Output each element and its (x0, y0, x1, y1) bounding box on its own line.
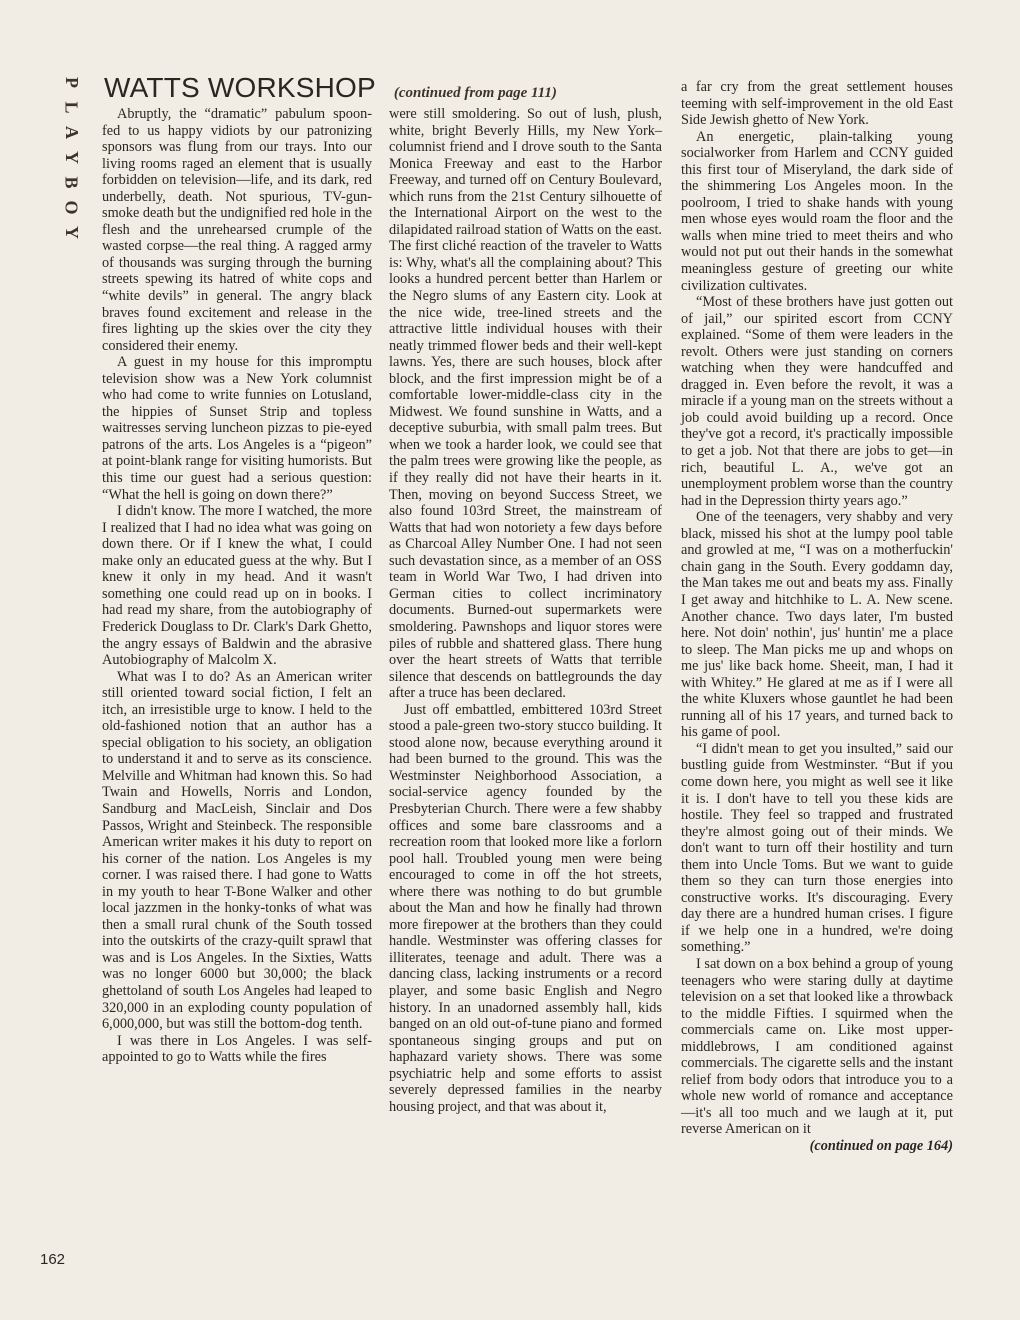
masthead-letter: L (61, 101, 82, 114)
masthead-letter: Y (61, 151, 82, 164)
paragraph: “I didn't mean to get you insulted,” said our bustling guide from Westminster. “But if you come down here, you might as well see it like it is. I don't have to tell you these kids are hostile. They feel so trapped and frustrated they're almost going out of their minds. We don't want to turn off their hostility and turn them into Uncle Toms. But we want to guide them so they can turn those energies into constructive works. It's discouraging. Every day there are a hundred human crises. I figure if we help one in a hundred, we're doing something.” (681, 740, 953, 956)
paragraph: One of the teenagers, very shabby and very black, missed his shot at the lumpy pool table and growled at me, “I was on a motherfuckin' chain gang in the South. Every goddamn day, the Man takes me out and beats my ass. Finally I get away and hitchhike to L. A. New scene. Another chance. Two days later, I'm busted here. Not doin' nothin', jus' huntin' me a place to sleep. The Man picks me up and whops on me jus' like back home. Sheeit, man, I had it with Whitey.” He glared at me as if I were all the white Kluxers whose gauntlet he had been running all of his 17 years, and turned back to his game of pool. (681, 509, 953, 741)
paragraph: An energetic, plain-talking young socialworker from Harlem and CCNY guided this first tour of Miseryland, the dark side of the shimmering Los Angeles moon. In the poolroom, I tried to shake hands with young men whose eyes would roam the floor and the walls when mine tried to meet theirs and who would not put out their hands in the somewhat meaningless gesture of greeting our white civilization cultivates. (681, 128, 953, 294)
masthead-letter: B (61, 176, 82, 189)
paragraph: “Most of these brothers have just gotten out of jail,” our spirited escort from CCNY explained. “Some of them were leaders in the revolt. Others were just standing on corners watching when they were handcuffed and dragged in. Even before the revolt, it was a miracle if a young man on the streets without a job could avoid building up a record. Once they've got a record, it's practically impossible to get a job. Not that there are jobs to get—in rich, beautiful L. A., we've got an unemployment problem worse than the country had in the Depression thirty years ago.” (681, 294, 953, 509)
paragraph: Abruptly, the “dramatic” pabulum spoon-fed to us happy vidiots by our patronizing sponsors was flung from our trays. Into our living rooms raged an element that is usually forbidden on television—life, and its dark, red underbelly, death. Not spurious, TV-gun-smoke death but the undignified red hole in the flesh and the unrehearsed crumple of the wasted corpse—the real thing. A ragged army of thousands was surging through the burning streets spewing its hatred of white cops and “white devils” in general. The angry black braves found excitement and release in the fires lighting up the skies over the city they considered their enemy. (102, 106, 372, 354)
continued-from-note: (continued from page 111) (393, 85, 557, 101)
paragraph: I didn't know. The more I watched, the more I realized that I had no idea what was going on down there. Or if I knew the what, I could make only an educated guess at the why. But I knew it only in my head. And it wasn't something one could read up on in books. I had read my share, from the autobiography of Frederick Douglass to Dr. Clark's Dark Ghetto, the angry essays of Baldwin and the abrasive Autobiography of Malcolm X. (102, 503, 372, 669)
paragraph: were still smoldering. So out of lush, plush, white, bright Beverly Hills, my New York–columnist friend and I drove south to the Santa Monica Freeway and east to the Harbor Freeway, and turned off on Century Boulevard, which runs from the 21st Century silhouette of the International Airport on the west to the dilapidated railroad station of Watts on the east. The first cliché reaction of the traveler to Watts is: Why, what's all the complaining about? This looks a hundred percent better than Harlem or the Negro slums of any Eastern city. Look at the nice wide, tree-lined streets and the attractive little individual houses with their neatly trimmed flower beds and their well-kept lawns. Yes, there are such houses, block after block, and the first impression might be of a comfortable lower-middle-class city in the Midwest. We found sunshine in Watts, and a deceptive suburbia, with small palm trees. But when we took a harder look, we could see that the palm trees were growing like the people, as if they really did not have their hearts in it. Then, moving on beyond Success Street, we also found 103rd Street, the mainstream of Watts that had won notoriety a few days before as Charcoal Alley Number One. I had not seen such devastation since, as a member of an OSS team in World War Two, I had driven into German cities to collect incriminatory documents. Burned-out supermarkets were smoldering. Pawnshops and liquor stores were piles of rubble and shattered glass. There hung over the heart streets of Watts that terrible silence that descends on battlegrounds the day after a truce has been declared. (389, 106, 662, 702)
text-column-3 (681, 79, 953, 1155)
paragraph: I was there in Los Angeles. I was self-appointed to go to Watts while the fires (102, 1032, 372, 1066)
page-number: 162 (40, 1251, 66, 1268)
continued-on-note: (continued on page 164) (809, 1138, 953, 1154)
text-column-2 (389, 106, 662, 1115)
masthead-letter: A (61, 126, 82, 139)
paragraph: a far cry from the great settlement houses teeming with self-improvement in the old East Side Jewish ghetto of New York. (681, 79, 953, 129)
paragraph: I sat down on a box behind a group of young teenagers who were staring dully at daytime television on a set that looked like a throwback to the middle Fifties. I squirmed when the commercials came on. Like most upper-middlebrows, I am conditioned against commercials. The cigarette sells and the instant relief from body odors that introduce you to a whole new world of romance and acceptance—it's all too much and we laugh at it, put reverse American on it (681, 955, 953, 1138)
article-title: WATTS WORKSHOP (104, 72, 376, 103)
paragraph: What was I to do? As an American writer still oriented toward social fiction, I felt an itch, an irresistible urge to know. I held to the old-fashioned notion that an author has a special obligation to his society, an obligation to understand it and to serve as its conscience. Melville and Whitman had known this. So had Twain and Howells, Norris and London, Sandburg and MacLeish, Sinclair and Dos Passos, Wright and Steinbeck. The responsible American writer makes it his duty to report on his corner of the nation. Los Angeles is my corner. I was raised there. I had gone to Watts in my youth to hear T-Bone Walker and other local jazzmen in the honky-tonks of what was then a small rural chunk of the South tossed into the outskirts of the crazy-quilt sprawl that was and is Los Angeles. In the Sixties, Watts was no longer 6000 but 30,000; the black ghettoland of south Los Angeles had leaped to 320,000 in an exploding county population of 6,000,000, but was still the bottom-dog tenth. (102, 668, 372, 1033)
text-column-1 (102, 106, 372, 1066)
masthead-letter: Y (61, 226, 82, 239)
paragraph: A guest in my house for this impromptu television show was a New York columnist who had come to write funnies on Lotusland, the hippies of Sunset Strip and topless waitresses serving luncheon pizzas to pie-eyed patrons of the arts. Los Angeles is a “pigeon” at point-blank range for visiting humorists. But this time our guest had a serious question: “What the hell is going on down there?” (102, 354, 372, 503)
masthead-letter: P (61, 77, 82, 88)
paragraph: Just off embattled, embittered 103rd Street stood a pale-green two-story stucco building. It stood alone now, because everything around it had been burned to the ground. This was the Westminster Neighborhood Association, a social-service agency founded by the Presbyterian Church. There were a few shabby offices and some bare classrooms and a recreation room that looked more like a forlorn pool hall. Troubled young men were being encouraged to come in off the hot streets, where there was nothing to do but grumble about the Man and how he finally had thrown more firepower at the brothers than they could handle. Westminster was offering classes for illiterates, teenage and adult. There was a dancing class, lacking instruments or a record player, and some basic English and Negro history. In an unadorned assembly hall, kids banged on an old out-of-tune piano and formed spontaneous singing groups and put on haphazard variety shows. There was some psychiatric help and some efforts to assist severely depressed families in the nearby housing project, and that was about it, (389, 701, 662, 1115)
article-headline (104, 72, 557, 104)
masthead-letter: O (61, 200, 82, 215)
playboy-masthead (60, 70, 82, 245)
